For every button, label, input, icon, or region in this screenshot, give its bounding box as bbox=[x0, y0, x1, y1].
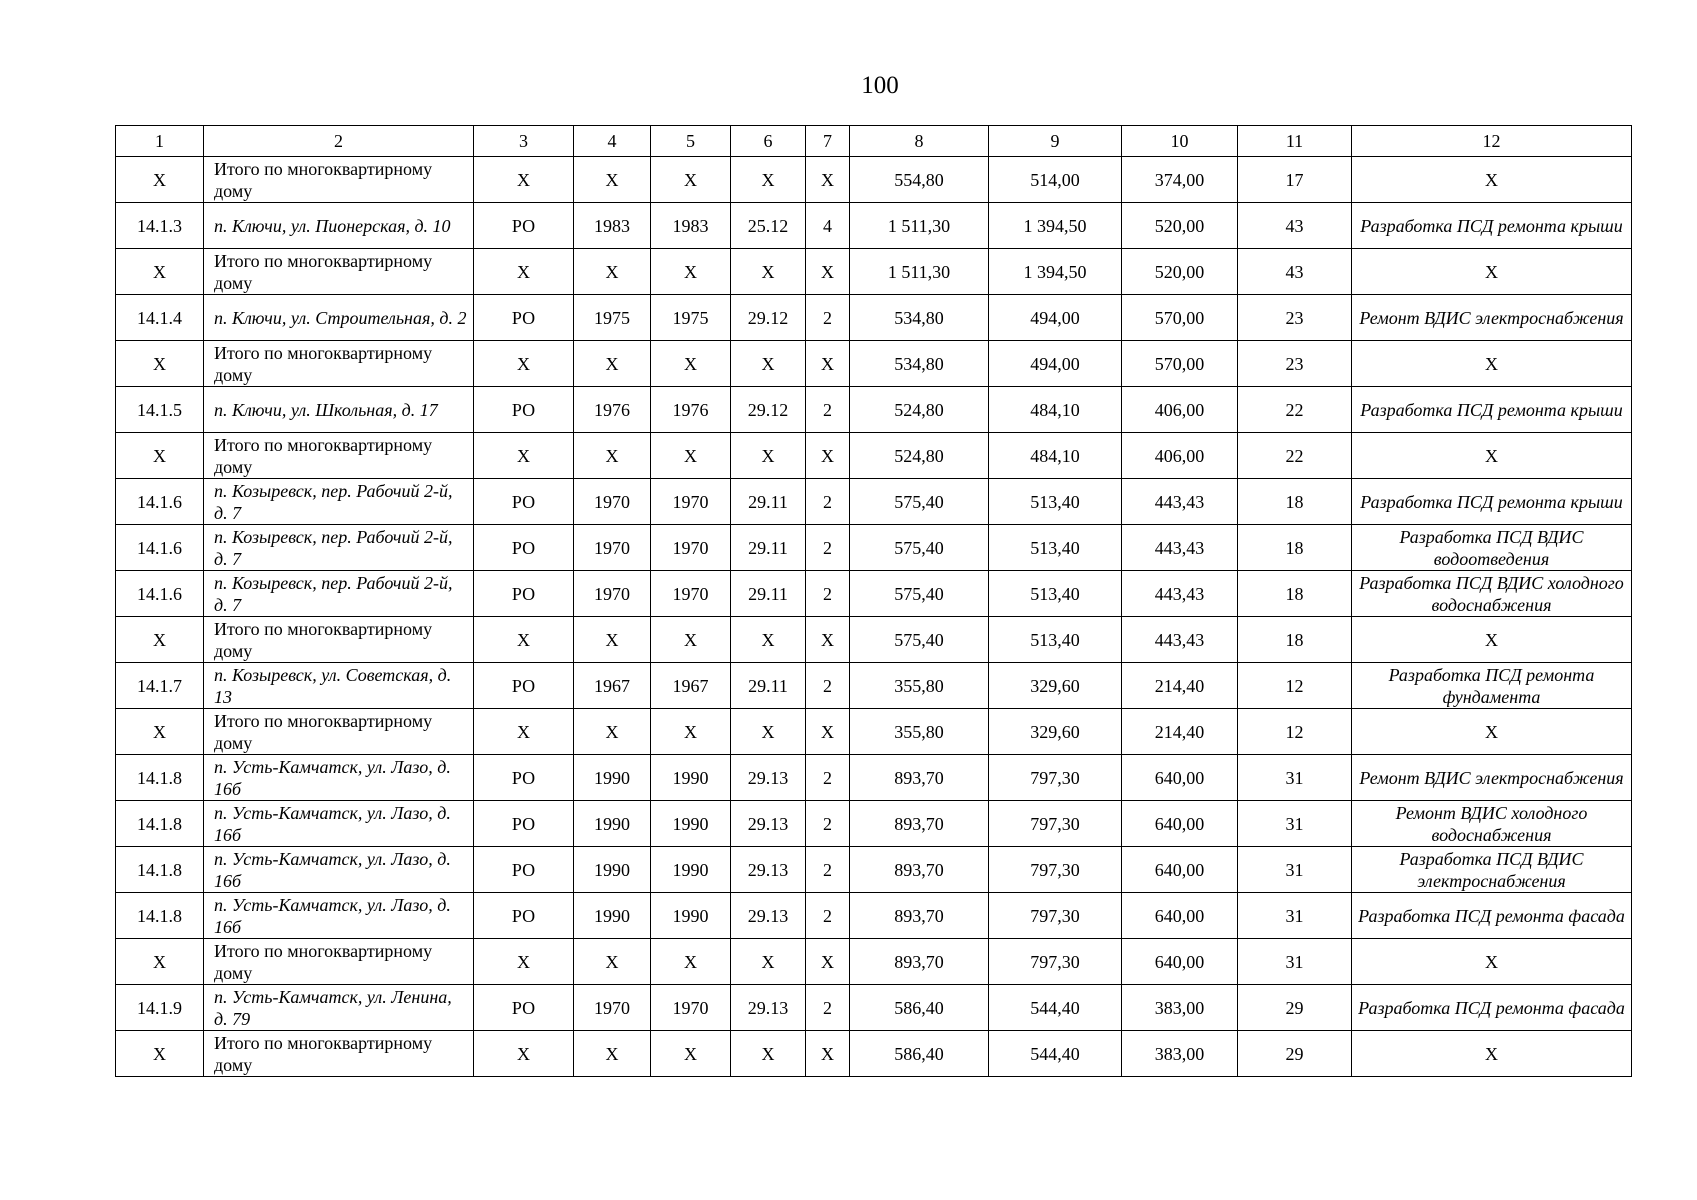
cell-address: п. Усть-Камчатск, ул. Лазо, д. 16б bbox=[204, 755, 474, 801]
cell-floors: 2 bbox=[806, 479, 850, 525]
cell-address: п. Усть-Камчатск, ул. Лазо, д. 16б bbox=[204, 801, 474, 847]
cell-build-year: Х bbox=[574, 433, 651, 479]
cell-area-3: 640,00 bbox=[1122, 801, 1238, 847]
cell-work-type: Разработка ПСД ВДИС холодного водоснабжения bbox=[1352, 571, 1632, 617]
cell-living-area: 329,60 bbox=[989, 663, 1122, 709]
cell-floors: Х bbox=[806, 709, 850, 755]
cell-commission-year: 1970 bbox=[651, 479, 731, 525]
cell-work-type: Х bbox=[1352, 939, 1632, 985]
cell-living-area: 544,40 bbox=[989, 1031, 1122, 1077]
cell-build-year: 1990 bbox=[574, 801, 651, 847]
total-row bbox=[116, 939, 1632, 985]
cell-work-type: Разработка ПСД ремонта фасада bbox=[1352, 893, 1632, 939]
cell-total-area: 355,80 bbox=[850, 663, 989, 709]
cell-residents: 43 bbox=[1238, 203, 1352, 249]
total-row bbox=[116, 341, 1632, 387]
total-row bbox=[116, 157, 1632, 203]
cell-code: 29.11 bbox=[731, 571, 806, 617]
cell-owner-code: РО bbox=[474, 295, 574, 341]
cell-floors: Х bbox=[806, 249, 850, 295]
header-cell: 1 bbox=[116, 126, 204, 157]
cell-build-year: Х bbox=[574, 1031, 651, 1077]
cell-code: Х bbox=[731, 341, 806, 387]
cell-living-area: 797,30 bbox=[989, 755, 1122, 801]
cell-owner-code: РО bbox=[474, 203, 574, 249]
cell-area-3: 443,43 bbox=[1122, 479, 1238, 525]
cell-living-area: 1 394,50 bbox=[989, 203, 1122, 249]
header-cell: 8 bbox=[850, 126, 989, 157]
cell-row-number: 14.1.4 bbox=[116, 295, 204, 341]
table-row bbox=[116, 755, 1632, 801]
cell-commission-year: Х bbox=[651, 433, 731, 479]
cell-residents: 31 bbox=[1238, 893, 1352, 939]
cell-code: 25.12 bbox=[731, 203, 806, 249]
cell-address: п. Козыревск, пер. Рабочий 2-й, д. 7 bbox=[204, 525, 474, 571]
cell-residents: 31 bbox=[1238, 847, 1352, 893]
cell-area-3: 443,43 bbox=[1122, 571, 1238, 617]
cell-code: 29.11 bbox=[731, 663, 806, 709]
header-cell: 7 bbox=[806, 126, 850, 157]
cell-area-3: 443,43 bbox=[1122, 525, 1238, 571]
cell-code: Х bbox=[731, 157, 806, 203]
cell-code: Х bbox=[731, 249, 806, 295]
cell-row-number: 14.1.9 bbox=[116, 985, 204, 1031]
cell-code: 29.13 bbox=[731, 801, 806, 847]
cell-total-area: 524,80 bbox=[850, 387, 989, 433]
cell-row-number: Х bbox=[116, 1031, 204, 1077]
total-row bbox=[116, 249, 1632, 295]
cell-commission-year: 1990 bbox=[651, 893, 731, 939]
cell-owner-code: РО bbox=[474, 571, 574, 617]
cell-work-type: Разработка ПСД ремонта фасада bbox=[1352, 985, 1632, 1031]
cell-commission-year: Х bbox=[651, 939, 731, 985]
cell-living-area: 513,40 bbox=[989, 617, 1122, 663]
cell-build-year: 1990 bbox=[574, 847, 651, 893]
cell-row-number: Х bbox=[116, 939, 204, 985]
cell-address: Итого по многоквартирному дому bbox=[204, 939, 474, 985]
header-cell: 9 bbox=[989, 126, 1122, 157]
cell-build-year: 1975 bbox=[574, 295, 651, 341]
cell-area-3: 214,40 bbox=[1122, 709, 1238, 755]
cell-build-year: Х bbox=[574, 709, 651, 755]
cell-living-area: 329,60 bbox=[989, 709, 1122, 755]
cell-owner-code: Х bbox=[474, 1031, 574, 1077]
header-cell: 5 bbox=[651, 126, 731, 157]
cell-address: Итого по многоквартирному дому bbox=[204, 1031, 474, 1077]
cell-floors: Х bbox=[806, 341, 850, 387]
cell-build-year: 1970 bbox=[574, 571, 651, 617]
cell-build-year: Х bbox=[574, 939, 651, 985]
cell-code: 29.11 bbox=[731, 525, 806, 571]
cell-area-3: 570,00 bbox=[1122, 295, 1238, 341]
cell-area-3: 640,00 bbox=[1122, 939, 1238, 985]
cell-total-area: 893,70 bbox=[850, 893, 989, 939]
cell-floors: Х bbox=[806, 1031, 850, 1077]
cell-residents: 31 bbox=[1238, 939, 1352, 985]
table-row bbox=[116, 387, 1632, 433]
cell-floors: 2 bbox=[806, 985, 850, 1031]
cell-row-number: Х bbox=[116, 617, 204, 663]
cell-code: 29.13 bbox=[731, 755, 806, 801]
cell-area-3: 406,00 bbox=[1122, 433, 1238, 479]
cell-residents: 31 bbox=[1238, 755, 1352, 801]
cell-floors: 2 bbox=[806, 571, 850, 617]
cell-total-area: 893,70 bbox=[850, 847, 989, 893]
cell-build-year: Х bbox=[574, 157, 651, 203]
cell-commission-year: 1970 bbox=[651, 571, 731, 617]
table-row bbox=[116, 295, 1632, 341]
cell-owner-code: РО bbox=[474, 893, 574, 939]
cell-code: Х bbox=[731, 617, 806, 663]
cell-total-area: 575,40 bbox=[850, 525, 989, 571]
cell-work-type: Разработка ПСД ремонта крыши bbox=[1352, 387, 1632, 433]
total-row bbox=[116, 617, 1632, 663]
cell-address: Итого по многоквартирному дому bbox=[204, 709, 474, 755]
cell-build-year: 1970 bbox=[574, 525, 651, 571]
cell-residents: 22 bbox=[1238, 387, 1352, 433]
cell-address: п. Козыревск, ул. Советская, д. 13 bbox=[204, 663, 474, 709]
cell-floors: Х bbox=[806, 939, 850, 985]
cell-work-type: Разработка ПСД ремонта крыши bbox=[1352, 479, 1632, 525]
cell-area-3: 640,00 bbox=[1122, 755, 1238, 801]
cell-build-year: 1970 bbox=[574, 985, 651, 1031]
cell-floors: 2 bbox=[806, 295, 850, 341]
cell-floors: 2 bbox=[806, 847, 850, 893]
cell-residents: 18 bbox=[1238, 617, 1352, 663]
cell-row-number: 14.1.7 bbox=[116, 663, 204, 709]
cell-owner-code: РО bbox=[474, 525, 574, 571]
cell-floors: 2 bbox=[806, 525, 850, 571]
cell-commission-year: 1990 bbox=[651, 847, 731, 893]
cell-area-3: 383,00 bbox=[1122, 1031, 1238, 1077]
cell-residents: 31 bbox=[1238, 801, 1352, 847]
cell-commission-year: 1970 bbox=[651, 985, 731, 1031]
cell-address: п. Усть-Камчатск, ул. Ленина, д. 79 bbox=[204, 985, 474, 1031]
cell-owner-code: Х bbox=[474, 433, 574, 479]
table-row bbox=[116, 203, 1632, 249]
table-row bbox=[116, 525, 1632, 571]
cell-area-3: 374,00 bbox=[1122, 157, 1238, 203]
cell-area-3: 520,00 bbox=[1122, 203, 1238, 249]
table-row bbox=[116, 479, 1632, 525]
cell-row-number: 14.1.5 bbox=[116, 387, 204, 433]
cell-owner-code: РО bbox=[474, 847, 574, 893]
cell-address: Итого по многоквартирному дому bbox=[204, 157, 474, 203]
header-row bbox=[116, 126, 1632, 157]
cell-owner-code: РО bbox=[474, 801, 574, 847]
cell-row-number: 14.1.3 bbox=[116, 203, 204, 249]
cell-address: п. Ключи, ул. Пионерская, д. 10 bbox=[204, 203, 474, 249]
cell-area-3: 383,00 bbox=[1122, 985, 1238, 1031]
cell-residents: 43 bbox=[1238, 249, 1352, 295]
cell-total-area: 524,80 bbox=[850, 433, 989, 479]
cell-total-area: 893,70 bbox=[850, 801, 989, 847]
cell-residents: 12 bbox=[1238, 663, 1352, 709]
cell-code: Х bbox=[731, 433, 806, 479]
cell-address: п. Ключи, ул. Школьная, д. 17 bbox=[204, 387, 474, 433]
cell-residents: 22 bbox=[1238, 433, 1352, 479]
header-cell: 11 bbox=[1238, 126, 1352, 157]
cell-work-type: Разработка ПСД ремонта фундамента bbox=[1352, 663, 1632, 709]
cell-living-area: 484,10 bbox=[989, 433, 1122, 479]
cell-owner-code: Х bbox=[474, 939, 574, 985]
cell-area-3: 570,00 bbox=[1122, 341, 1238, 387]
cell-floors: 4 bbox=[806, 203, 850, 249]
cell-floors: Х bbox=[806, 433, 850, 479]
cell-code: 29.12 bbox=[731, 295, 806, 341]
cell-area-3: 406,00 bbox=[1122, 387, 1238, 433]
cell-commission-year: Х bbox=[651, 341, 731, 387]
cell-commission-year: Х bbox=[651, 249, 731, 295]
cell-living-area: 797,30 bbox=[989, 893, 1122, 939]
cell-total-area: 554,80 bbox=[850, 157, 989, 203]
cell-living-area: 544,40 bbox=[989, 985, 1122, 1031]
cell-work-type: Х bbox=[1352, 709, 1632, 755]
cell-build-year: 1990 bbox=[574, 755, 651, 801]
cell-commission-year: 1967 bbox=[651, 663, 731, 709]
cell-work-type: Х bbox=[1352, 249, 1632, 295]
cell-commission-year: 1970 bbox=[651, 525, 731, 571]
cell-work-type: Х bbox=[1352, 1031, 1632, 1077]
cell-row-number: 14.1.8 bbox=[116, 893, 204, 939]
cell-work-type: Ремонт ВДИС холодного водоснабжения bbox=[1352, 801, 1632, 847]
cell-living-area: 513,40 bbox=[989, 571, 1122, 617]
table-row bbox=[116, 985, 1632, 1031]
cell-living-area: 797,30 bbox=[989, 939, 1122, 985]
cell-row-number: 14.1.8 bbox=[116, 801, 204, 847]
total-row bbox=[116, 1031, 1632, 1077]
table-row bbox=[116, 847, 1632, 893]
cell-row-number: 14.1.8 bbox=[116, 755, 204, 801]
table-row bbox=[116, 571, 1632, 617]
cell-total-area: 534,80 bbox=[850, 341, 989, 387]
cell-owner-code: Х bbox=[474, 249, 574, 295]
header-cell: 2 bbox=[204, 126, 474, 157]
cell-floors: 2 bbox=[806, 387, 850, 433]
cell-build-year: Х bbox=[574, 341, 651, 387]
cell-residents: 23 bbox=[1238, 295, 1352, 341]
cell-work-type: Ремонт ВДИС электроснабжения bbox=[1352, 295, 1632, 341]
cell-build-year: 1983 bbox=[574, 203, 651, 249]
cell-floors: 2 bbox=[806, 755, 850, 801]
cell-commission-year: Х bbox=[651, 1031, 731, 1077]
cell-total-area: 355,80 bbox=[850, 709, 989, 755]
cell-row-number: 14.1.6 bbox=[116, 525, 204, 571]
cell-address: Итого по многоквартирному дому bbox=[204, 249, 474, 295]
cell-residents: 23 bbox=[1238, 341, 1352, 387]
cell-floors: Х bbox=[806, 157, 850, 203]
cell-owner-code: Х bbox=[474, 709, 574, 755]
cell-total-area: 1 511,30 bbox=[850, 249, 989, 295]
cell-total-area: 575,40 bbox=[850, 617, 989, 663]
cell-commission-year: 1983 bbox=[651, 203, 731, 249]
cell-area-3: 214,40 bbox=[1122, 663, 1238, 709]
cell-code: 29.13 bbox=[731, 847, 806, 893]
cell-residents: 12 bbox=[1238, 709, 1352, 755]
cell-work-type: Разработка ПСД ВДИС водоотведения bbox=[1352, 525, 1632, 571]
header-cell: 3 bbox=[474, 126, 574, 157]
cell-owner-code: РО bbox=[474, 479, 574, 525]
cell-living-area: 513,40 bbox=[989, 479, 1122, 525]
cell-area-3: 443,43 bbox=[1122, 617, 1238, 663]
cell-commission-year: 1990 bbox=[651, 801, 731, 847]
cell-area-3: 520,00 bbox=[1122, 249, 1238, 295]
cell-work-type: Х bbox=[1352, 157, 1632, 203]
cell-total-area: 1 511,30 bbox=[850, 203, 989, 249]
cell-total-area: 893,70 bbox=[850, 939, 989, 985]
cell-residents: 18 bbox=[1238, 479, 1352, 525]
cell-work-type: Разработка ПСД ремонта крыши bbox=[1352, 203, 1632, 249]
cell-code: 29.12 bbox=[731, 387, 806, 433]
cell-commission-year: 1976 bbox=[651, 387, 731, 433]
cell-area-3: 640,00 bbox=[1122, 893, 1238, 939]
cell-owner-code: Х bbox=[474, 617, 574, 663]
cell-total-area: 586,40 bbox=[850, 985, 989, 1031]
cell-living-area: 494,00 bbox=[989, 341, 1122, 387]
cell-address: п. Козыревск, пер. Рабочий 2-й, д. 7 bbox=[204, 479, 474, 525]
cell-living-area: 797,30 bbox=[989, 847, 1122, 893]
cell-owner-code: РО bbox=[474, 985, 574, 1031]
cell-address: п. Усть-Камчатск, ул. Лазо, д. 16б bbox=[204, 893, 474, 939]
cell-code: 29.13 bbox=[731, 985, 806, 1031]
cell-address: Итого по многоквартирному дому bbox=[204, 433, 474, 479]
cell-owner-code: РО bbox=[474, 387, 574, 433]
cell-living-area: 1 394,50 bbox=[989, 249, 1122, 295]
cell-work-type: Х bbox=[1352, 341, 1632, 387]
cell-residents: 29 bbox=[1238, 985, 1352, 1031]
cell-address: Итого по многоквартирному дому bbox=[204, 341, 474, 387]
cell-row-number: Х bbox=[116, 157, 204, 203]
cell-row-number: Х bbox=[116, 709, 204, 755]
table-row bbox=[116, 663, 1632, 709]
cell-build-year: Х bbox=[574, 249, 651, 295]
cell-code: Х bbox=[731, 939, 806, 985]
header-cell: 4 bbox=[574, 126, 651, 157]
cell-row-number: Х bbox=[116, 433, 204, 479]
cell-floors: 2 bbox=[806, 663, 850, 709]
total-row bbox=[116, 433, 1632, 479]
cell-address: п. Усть-Камчатск, ул. Лазо, д. 16б bbox=[204, 847, 474, 893]
cell-code: 29.11 bbox=[731, 479, 806, 525]
cell-owner-code: Х bbox=[474, 157, 574, 203]
header-cell: 6 bbox=[731, 126, 806, 157]
cell-owner-code: РО bbox=[474, 663, 574, 709]
cell-address: Итого по многоквартирному дому bbox=[204, 617, 474, 663]
cell-work-type: Ремонт ВДИС электроснабжения bbox=[1352, 755, 1632, 801]
cell-total-area: 534,80 bbox=[850, 295, 989, 341]
page-number: 100 bbox=[861, 72, 899, 99]
cell-build-year: 1967 bbox=[574, 663, 651, 709]
table-row bbox=[116, 801, 1632, 847]
cell-address: п. Козыревск, пер. Рабочий 2-й, д. 7 bbox=[204, 571, 474, 617]
cell-build-year: 1970 bbox=[574, 479, 651, 525]
cell-living-area: 484,10 bbox=[989, 387, 1122, 433]
cell-living-area: 513,40 bbox=[989, 525, 1122, 571]
header-cell: 12 bbox=[1352, 126, 1632, 157]
cell-commission-year: 1990 bbox=[651, 755, 731, 801]
total-row bbox=[116, 709, 1632, 755]
cell-owner-code: РО bbox=[474, 755, 574, 801]
table-row bbox=[116, 893, 1632, 939]
cell-total-area: 893,70 bbox=[850, 755, 989, 801]
cell-living-area: 514,00 bbox=[989, 157, 1122, 203]
header-cell: 10 bbox=[1122, 126, 1238, 157]
cell-row-number: 14.1.6 bbox=[116, 479, 204, 525]
cell-row-number: 14.1.6 bbox=[116, 571, 204, 617]
cell-commission-year: Х bbox=[651, 709, 731, 755]
cell-build-year: 1990 bbox=[574, 893, 651, 939]
cell-residents: 17 bbox=[1238, 157, 1352, 203]
data-table bbox=[115, 125, 1632, 1077]
cell-work-type: Разработка ПСД ВДИС электроснабжения bbox=[1352, 847, 1632, 893]
cell-total-area: 575,40 bbox=[850, 479, 989, 525]
cell-commission-year: Х bbox=[651, 157, 731, 203]
cell-floors: 2 bbox=[806, 801, 850, 847]
cell-living-area: 494,00 bbox=[989, 295, 1122, 341]
cell-code: Х bbox=[731, 1031, 806, 1077]
cell-commission-year: Х bbox=[651, 617, 731, 663]
cell-residents: 29 bbox=[1238, 1031, 1352, 1077]
cell-living-area: 797,30 bbox=[989, 801, 1122, 847]
cell-row-number: Х bbox=[116, 341, 204, 387]
cell-residents: 18 bbox=[1238, 571, 1352, 617]
cell-total-area: 586,40 bbox=[850, 1031, 989, 1077]
cell-residents: 18 bbox=[1238, 525, 1352, 571]
cell-build-year: Х bbox=[574, 617, 651, 663]
cell-total-area: 575,40 bbox=[850, 571, 989, 617]
cell-code: 29.13 bbox=[731, 893, 806, 939]
cell-floors: 2 bbox=[806, 893, 850, 939]
cell-row-number: 14.1.8 bbox=[116, 847, 204, 893]
cell-row-number: Х bbox=[116, 249, 204, 295]
cell-work-type: Х bbox=[1352, 617, 1632, 663]
cell-floors: Х bbox=[806, 617, 850, 663]
cell-code: Х bbox=[731, 709, 806, 755]
cell-commission-year: 1975 bbox=[651, 295, 731, 341]
cell-address: п. Ключи, ул. Строительная, д. 2 bbox=[204, 295, 474, 341]
cell-build-year: 1976 bbox=[574, 387, 651, 433]
cell-owner-code: Х bbox=[474, 341, 574, 387]
cell-area-3: 640,00 bbox=[1122, 847, 1238, 893]
cell-work-type: Х bbox=[1352, 433, 1632, 479]
